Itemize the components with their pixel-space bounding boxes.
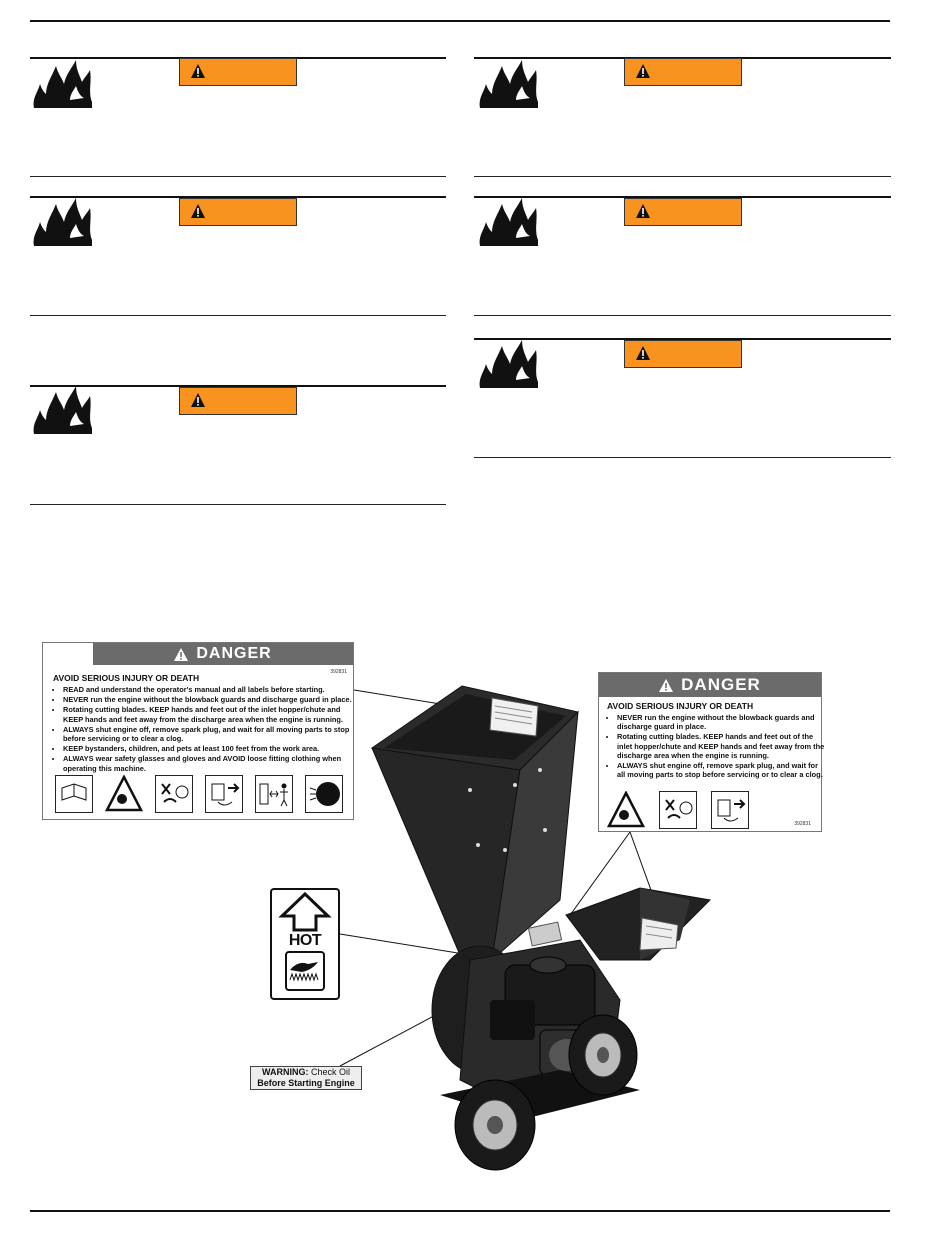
warning-triangle-icon [190,392,206,408]
no-hands-blade-icon [155,775,193,813]
danger-header [599,673,821,697]
list-item: • ALWAYS wear safety glasses and gloves and AVOID loose fitting clothing when operating this machine. [63,754,353,772]
decal-heading: AVOID SERIOUS INJURY OR DEATH [53,673,200,683]
warning-triangle-icon [635,63,651,79]
fire-hazard-icon [476,338,540,390]
eye-protection-icon [305,775,343,813]
no-hands-blade-icon [659,791,697,829]
list-item: • NEVER run the engine without the blowback guards and discharge guard in place. [63,695,353,704]
decal-code: 392831 [794,821,811,827]
keep-distance-icon [255,775,293,813]
hot-label: HOT [288,932,322,949]
danger-title: DANGER [196,645,272,662]
fire-hazard-icon [30,58,94,110]
oil-warning-line1: Check Oil [308,1067,350,1077]
warning-triangle-icon [174,648,188,661]
fire-hazard-icon [30,384,94,436]
decal-list [607,713,827,780]
warning-triangle-icon [635,203,651,219]
remove-spark-plug-icon [711,791,749,829]
danger-decal-right [598,672,825,832]
warning-badge [179,58,297,86]
warning-triangle-icon [635,345,651,361]
decal-heading: AVOID SERIOUS INJURY OR DEATH [607,701,754,711]
decal-list [53,685,353,774]
top-rule [30,20,890,22]
list-item: • ALWAYS shut engine off, remove spark plug, and wait for all moving parts to stop before servicing or to clear a clog. [63,725,353,743]
read-manual-icon [55,775,93,813]
list-item: • Rotating cutting blades. KEEP hands and feet out of the inlet hopper/chute and KEEP hands and feet away from the discharge area when the engine is running. [617,732,827,760]
danger-decal-left [42,642,354,820]
oil-warning-line2: Before Starting Engine [257,1078,355,1088]
thrown-objects-icon [105,775,143,813]
list-item: • READ and understand the operator's manual and all labels before starting. [63,685,353,694]
decal-code: 392831 [330,669,347,675]
warning-triangle-icon [190,63,206,79]
list-item: • NEVER run the engine without the blowback guards and discharge guard in place. [617,713,827,731]
warning-badge [624,340,742,368]
warning-badge [624,58,742,86]
warning-triangle-icon [659,679,673,692]
warning-badge [624,198,742,226]
thrown-objects-icon [607,791,645,829]
list-item: • Rotating cutting blades. KEEP hands and feet out of the inlet hopper/chute and KEEP hands and feet away from the discharge area when the engine is running. [63,705,353,723]
oil-warning-strong: WARNING: [261,1067,309,1077]
remove-spark-plug-icon [205,775,243,813]
list-item: • KEEP bystanders, children, and pets at least 100 feet from the work area. [63,744,353,753]
check-oil-warning-label [250,1066,362,1090]
danger-title: DANGER [681,675,761,694]
warning-badge [179,198,297,226]
danger-header [93,643,353,665]
bottom-rule [30,1210,890,1212]
fire-hazard-icon [476,196,540,248]
fire-hazard-icon [30,196,94,248]
hot-surface-decal [270,888,340,1000]
warning-triangle-icon [190,203,206,219]
fire-hazard-icon [476,58,540,110]
warning-badge [179,387,297,415]
list-item: • ALWAYS shut engine off, remove spark plug, and wait for all moving parts to stop before servicing or to clear a clog. [617,761,827,779]
